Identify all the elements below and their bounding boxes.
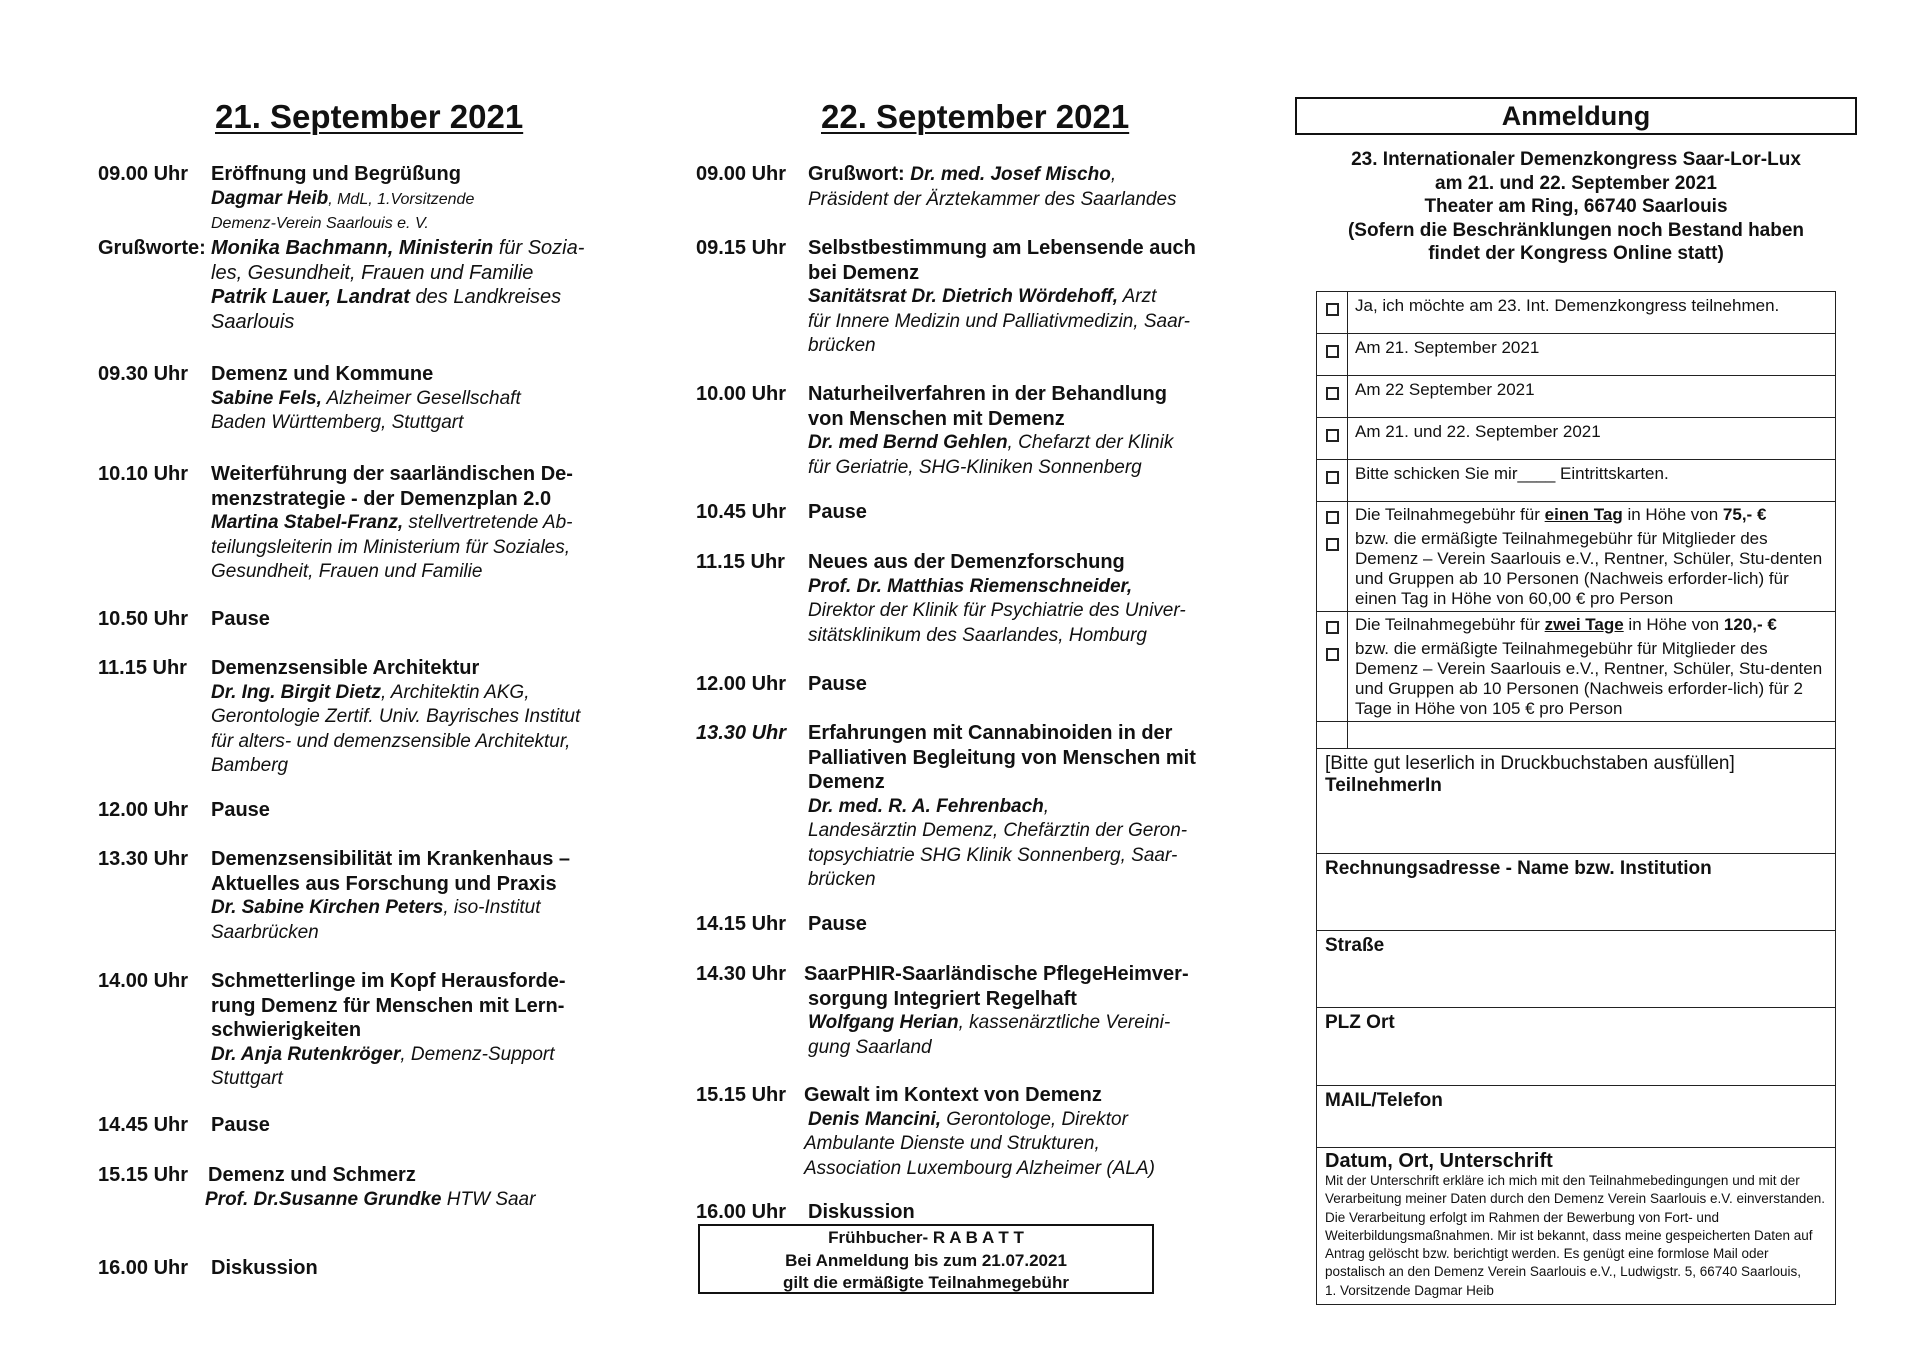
speaker-detail: teilungsleiterin im Ministerium für Soziales,	[211, 536, 571, 558]
grussworte-block	[98, 236, 638, 336]
entry-title: Demenz	[808, 771, 885, 793]
entry-title: Pause	[211, 799, 270, 821]
signature-field[interactable]	[1317, 1148, 1836, 1305]
speaker-detail: brücken	[808, 869, 876, 890]
speaker-detail: Ambulante Dienste und Strukturen,	[804, 1133, 1100, 1154]
speaker-detail: , Demenz-Support	[400, 1043, 555, 1065]
early-bird-discount-box	[698, 1224, 1154, 1294]
entry-title: menzstrategie - der Demenzplan 2.0	[211, 487, 552, 510]
speaker-detail: des Landkreises	[409, 286, 562, 308]
event-name: 23. Internationaler Demenzkongress Saar-Lor-Lux	[1351, 149, 1801, 170]
day2-title: 22. September 2021	[821, 98, 1130, 135]
entry-time: 15.15 Uhr	[98, 1164, 189, 1186]
speaker-detail: Präsident der Ärztekammer des Saarlandes	[808, 188, 1177, 210]
registration-heading: Anmeldung	[1295, 97, 1857, 135]
contact-label: MAIL/Telefon	[1325, 1090, 1443, 1111]
speaker-name: Dr. Sabine Kirchen Peters	[211, 897, 444, 918]
event-dates: am 21. und 22. September 2021	[1435, 172, 1717, 194]
entry-title: Eröffnung und Begrüßung	[211, 163, 461, 185]
entry-title: Palliativen Begleitung von Menschen mit	[808, 746, 1196, 769]
speaker-detail: ,	[1043, 795, 1050, 817]
speaker-detail: Gesundheit, Frauen und Familie	[211, 561, 483, 582]
participant-label: TeilnehmerIn	[1325, 775, 1442, 796]
entry-time: 13.30 Uhr	[98, 848, 189, 870]
day1-title: 21. September 2021	[215, 98, 524, 135]
consent-signatory: 1. Vorsitzende Dagmar Heib	[1325, 1282, 1494, 1298]
entry-title: Pause	[808, 913, 867, 935]
option-row	[1317, 418, 1836, 460]
fee-text: Die Teilnahmegebühr für	[1355, 615, 1545, 634]
entry-time: 16.00 Uhr	[696, 1201, 787, 1223]
checkbox-day1[interactable]	[1326, 345, 1339, 358]
checkbox-fee-one-day-reduced[interactable]	[1326, 538, 1339, 551]
speaker-detail: , MdL, 1.Vorsitzende	[328, 190, 475, 208]
fee-reduced-text: bzw. die ermäßigte Teilnahmegebühr für Mitglieder des Demenz – Verein Saarlouis e.V., Rentner, Schüler, Stu-denten und Gruppen ab 10 Personen (Nachweis erforder-lich) für 2 Tage in Höhe von 105 € pro Person	[1355, 639, 1823, 718]
option-row	[1317, 334, 1836, 376]
fee-two-days-row	[1317, 612, 1836, 722]
speaker-detail: stellvertretende Ab-	[403, 512, 573, 533]
speaker-detail: Association Luxembourg Alzheimer (ALA)	[804, 1157, 1155, 1179]
discount-note: gilt die ermäßigte Teilnahmegebühr	[783, 1273, 1069, 1292]
checkbox-fee-two-days[interactable]	[1326, 621, 1339, 634]
speaker-name: Monika Bachmann, Ministerin	[211, 237, 494, 259]
entry-title: von Menschen mit Demenz	[808, 407, 1065, 430]
speaker-name: Wolfgang Herian	[808, 1012, 959, 1033]
checkbox-attend[interactable]	[1326, 303, 1339, 316]
entry-title: Diskussion	[211, 1257, 318, 1279]
entry-time: 09.30 Uhr	[98, 363, 189, 385]
checkbox-day2[interactable]	[1326, 387, 1339, 400]
speaker-detail: Arzt	[1118, 286, 1157, 307]
entry-title: Weiterführung der saarländischen De-	[211, 463, 573, 485]
entry-title: bei Demenz	[808, 261, 920, 284]
fee-duration: einen Tag	[1544, 505, 1623, 524]
option-label: Am 21. und 22. September 2021	[1348, 418, 1836, 460]
speaker-detail: Alzheimer Gesellschaft	[321, 387, 521, 409]
entry-time: 14.30 Uhr	[696, 963, 787, 985]
speaker-name: Prof. Dr. Matthias Riemenschneider,	[808, 575, 1133, 597]
option-label: Am 22 September 2021	[1348, 376, 1836, 418]
speaker-detail: für alters- und demenzsensible Architektur,	[211, 730, 571, 752]
speaker-detail: Saarbrücken	[211, 921, 319, 943]
contact-field[interactable]	[1317, 1086, 1836, 1148]
entry-time: 12.00 Uhr	[696, 673, 787, 695]
consent-text: Mit der Unterschrift erkläre ich mich mit den Teilnahmebedingungen und mit der Verarbeitung meiner Daten durch den Demenz Verein Saarlouis e.V. einverstanden. Die Verarbeitung erfolgt im Rahmen der Bewerbung von Fort- und Weiterbildungsmaßnahmen. Mir ist bekannt, dass meine gespeicherten Daten auf Antrag gelöscht bzw. berichtigt werden. Es genügt eine formlose Mail oder postalisch an den Demenz Verein Saarlouis e.V., Ludwigstr. 5, 66740 Saarlouis,	[1325, 1173, 1826, 1280]
entry-time: 15.15 Uhr	[696, 1084, 787, 1106]
checkbox-fee-two-days-reduced[interactable]	[1326, 648, 1339, 661]
speaker-detail: , iso-Institut	[443, 897, 541, 918]
speaker-detail: les, Gesundheit, Frauen und Familie	[211, 261, 534, 284]
speaker-name: Dr. med. Josef Mischo	[910, 164, 1111, 185]
entry-time: 10.45 Uhr	[696, 501, 787, 523]
entry-title: Diskussion	[808, 1201, 915, 1223]
entry-title: Demenzsensibilität im Krankenhaus –	[211, 848, 571, 870]
speaker-detail: für Geriatrie, SHG-Kliniken Sonnenberg	[808, 456, 1142, 478]
entry-time: 11.15 Uhr	[696, 551, 785, 573]
option-label: Ja, ich möchte am 23. Int. Demenzkongress teilnehmen.	[1348, 292, 1836, 334]
street-label: Straße	[1325, 935, 1385, 956]
fee-text: Die Teilnahmegebühr für	[1355, 505, 1545, 524]
speaker-name: Martina Stabel-Franz,	[211, 512, 404, 533]
checkbox-fee-one-day[interactable]	[1326, 511, 1339, 524]
entry-title: Demenz und Schmerz	[208, 1164, 416, 1186]
entry-title: Demenz und Kommune	[211, 363, 434, 385]
entry-title: Pause	[211, 608, 270, 630]
speaker-detail: Bamberg	[211, 755, 289, 776]
speaker-name: Denis Mancini,	[808, 1108, 942, 1130]
entry-title: Pause	[808, 673, 867, 695]
fee-text: in Höhe von	[1623, 615, 1724, 634]
speaker-detail: , Architektin AKG,	[380, 681, 530, 703]
entry-time: 09.00 Uhr	[696, 163, 787, 185]
speaker-name: Dr. med Bernd Gehlen	[808, 432, 1008, 453]
signature-label: Datum, Ort, Unterschrift	[1325, 1150, 1553, 1172]
speaker-detail: für Innere Medizin und Palliativmedizin, Saar-	[808, 310, 1190, 332]
speaker-detail: Stuttgart	[211, 1068, 283, 1089]
event-online-note-2: findet der Kongress Online statt)	[1428, 243, 1724, 264]
event-venue: Theater am Ring, 66740 Saarlouis	[1424, 196, 1728, 217]
speaker-detail: Gerontologe, Direktor	[941, 1108, 1128, 1130]
checkbox-send-tickets[interactable]	[1326, 471, 1339, 484]
entry-title: SaarPHIR-Saarländische PflegeHeimver-	[804, 963, 1189, 985]
fee-text: in Höhe von	[1622, 505, 1723, 524]
speaker-name: Dr. med. R. A. Fehrenbach	[808, 795, 1044, 817]
entry-time: 14.15 Uhr	[696, 913, 787, 935]
speaker-detail: Gerontologie Zertif. Univ. Bayrisches Institut	[211, 706, 581, 727]
city-field[interactable]	[1317, 1008, 1836, 1086]
entry-title: Pause	[211, 1114, 270, 1136]
entry-time: 10.50 Uhr	[98, 608, 189, 630]
checkbox-both-days[interactable]	[1326, 429, 1339, 442]
speaker-detail: , kassenärztliche Vereini-	[958, 1012, 1171, 1033]
fee-price: 75,- €	[1722, 505, 1767, 524]
speaker-detail: Demenz-Verein Saarlouis e. V.	[211, 215, 429, 232]
entry-title: Selbstbestimmung am Lebensende auch	[808, 237, 1196, 259]
fee-one-day-row	[1317, 502, 1836, 612]
speaker-detail: brücken	[808, 335, 876, 356]
entry-time: 10.10 Uhr	[98, 463, 189, 485]
billing-label: Rechnungsadresse - Name bzw. Institution	[1325, 858, 1712, 879]
street-field[interactable]	[1317, 931, 1836, 1008]
entry-time: 09.00 Uhr	[98, 163, 189, 185]
entry-time: 11.15 Uhr	[98, 657, 187, 679]
option-row	[1317, 460, 1836, 502]
fee-reduced-text: bzw. die ermäßigte Teilnahmegebühr für Mitglieder des Demenz – Verein Saarlouis e.V., Rentner, Schüler, Stu-denten und Gruppen ab 10 Personen (Nachweis erforder-lich) für einen Tag in Höhe von 60,00 € pro Person	[1355, 529, 1823, 608]
entry-time: 09.15 Uhr	[696, 237, 787, 259]
discount-deadline: Bei Anmeldung bis zum 21.07.2021	[785, 1250, 1067, 1270]
speaker-name: Dagmar Heib	[211, 187, 329, 209]
entry-title: schwierigkeiten	[211, 1019, 362, 1041]
entry-title: rung Demenz für Menschen mit Lern-	[211, 994, 565, 1017]
speaker-detail: HTW Saar	[441, 1188, 536, 1210]
entry-time: 14.00 Uhr	[98, 970, 189, 992]
entry-title: Erfahrungen mit Cannabinoiden in der	[808, 722, 1173, 744]
entry-title: Naturheilverfahren in der Behandlung	[808, 383, 1167, 405]
speaker-name: Dr. Ing. Birgit Dietz	[211, 681, 381, 703]
speaker-detail: für Sozia-	[493, 237, 585, 259]
speaker-detail: gung Saarland	[808, 1036, 932, 1058]
speaker-detail: Landesärztin Demenz, Chefärztin der Geron-	[808, 820, 1188, 841]
city-label: PLZ Ort	[1325, 1012, 1395, 1033]
participant-field[interactable]	[1317, 749, 1836, 854]
entry-title: Schmetterlinge im Kopf Herausforde-	[211, 970, 566, 992]
speaker-name: Prof. Dr.Susanne Grundke	[205, 1188, 442, 1210]
entry-title: sorgung Integriert Regelhaft	[808, 987, 1077, 1010]
fee-duration: zwei Tage	[1544, 615, 1624, 634]
speaker-detail: Direktor der Klinik für Psychiatrie des Univer-	[808, 600, 1186, 621]
billing-field[interactable]	[1317, 854, 1836, 931]
option-label: Am 21. September 2021	[1348, 334, 1836, 376]
fee-price: 120,- €	[1723, 615, 1777, 634]
speaker-detail: Saarlouis	[211, 310, 295, 333]
speaker-detail: sitätsklinikum des Saarlandes, Homburg	[808, 624, 1147, 646]
speaker-detail: Baden Württemberg, Stuttgart	[211, 412, 464, 433]
option-label: Bitte schicken Sie mir____ Eintrittskarten.	[1348, 460, 1836, 502]
registration-event-info	[1295, 148, 1857, 266]
entry-title: Neues aus der Demenzforschung	[808, 551, 1125, 573]
entry-time: 13.30 Uhr	[696, 722, 787, 744]
entry-title: Demenzsensible Architektur	[211, 657, 480, 679]
entry-time: 14.45 Uhr	[98, 1114, 189, 1136]
discount-title: Frühbucher- R A B A T T	[828, 1228, 1024, 1247]
entry-time: 10.00 Uhr	[696, 383, 787, 405]
speaker-detail: ,	[1110, 164, 1117, 185]
empty-row	[1317, 722, 1836, 749]
entry-title: Pause	[808, 501, 867, 523]
entry-time: 12.00 Uhr	[98, 799, 189, 821]
entry-title: Gewalt im Kontext von Demenz	[804, 1084, 1102, 1106]
option-row	[1317, 376, 1836, 418]
option-row	[1317, 292, 1836, 334]
grussworte-label: Grußworte:	[98, 237, 206, 259]
form-hint: [Bitte gut leserlich in Druckbuchstaben ausfüllen]	[1325, 753, 1735, 774]
event-online-note: (Sofern die Beschränklungen noch Bestand haben	[1347, 219, 1805, 241]
speaker-detail: , Chefarzt der Klinik	[1007, 432, 1174, 453]
entry-time: 16.00 Uhr	[98, 1257, 189, 1279]
speaker-name: Sabine Fels,	[211, 387, 322, 409]
speaker-name: Patrik Lauer, Landrat	[211, 286, 410, 308]
speaker-name: Sanitätsrat Dr. Dietrich Wördehoff,	[808, 286, 1119, 307]
speaker-detail: topsychiatrie SHG Klinik Sonnenberg, Saar-	[808, 844, 1178, 866]
registration-form	[1316, 291, 1836, 1305]
entry-title: Aktuelles aus Forschung und Praxis	[211, 872, 557, 895]
entry-title: Grußwort:	[808, 163, 911, 185]
speaker-name: Dr. Anja Rutenkröger	[211, 1043, 401, 1065]
